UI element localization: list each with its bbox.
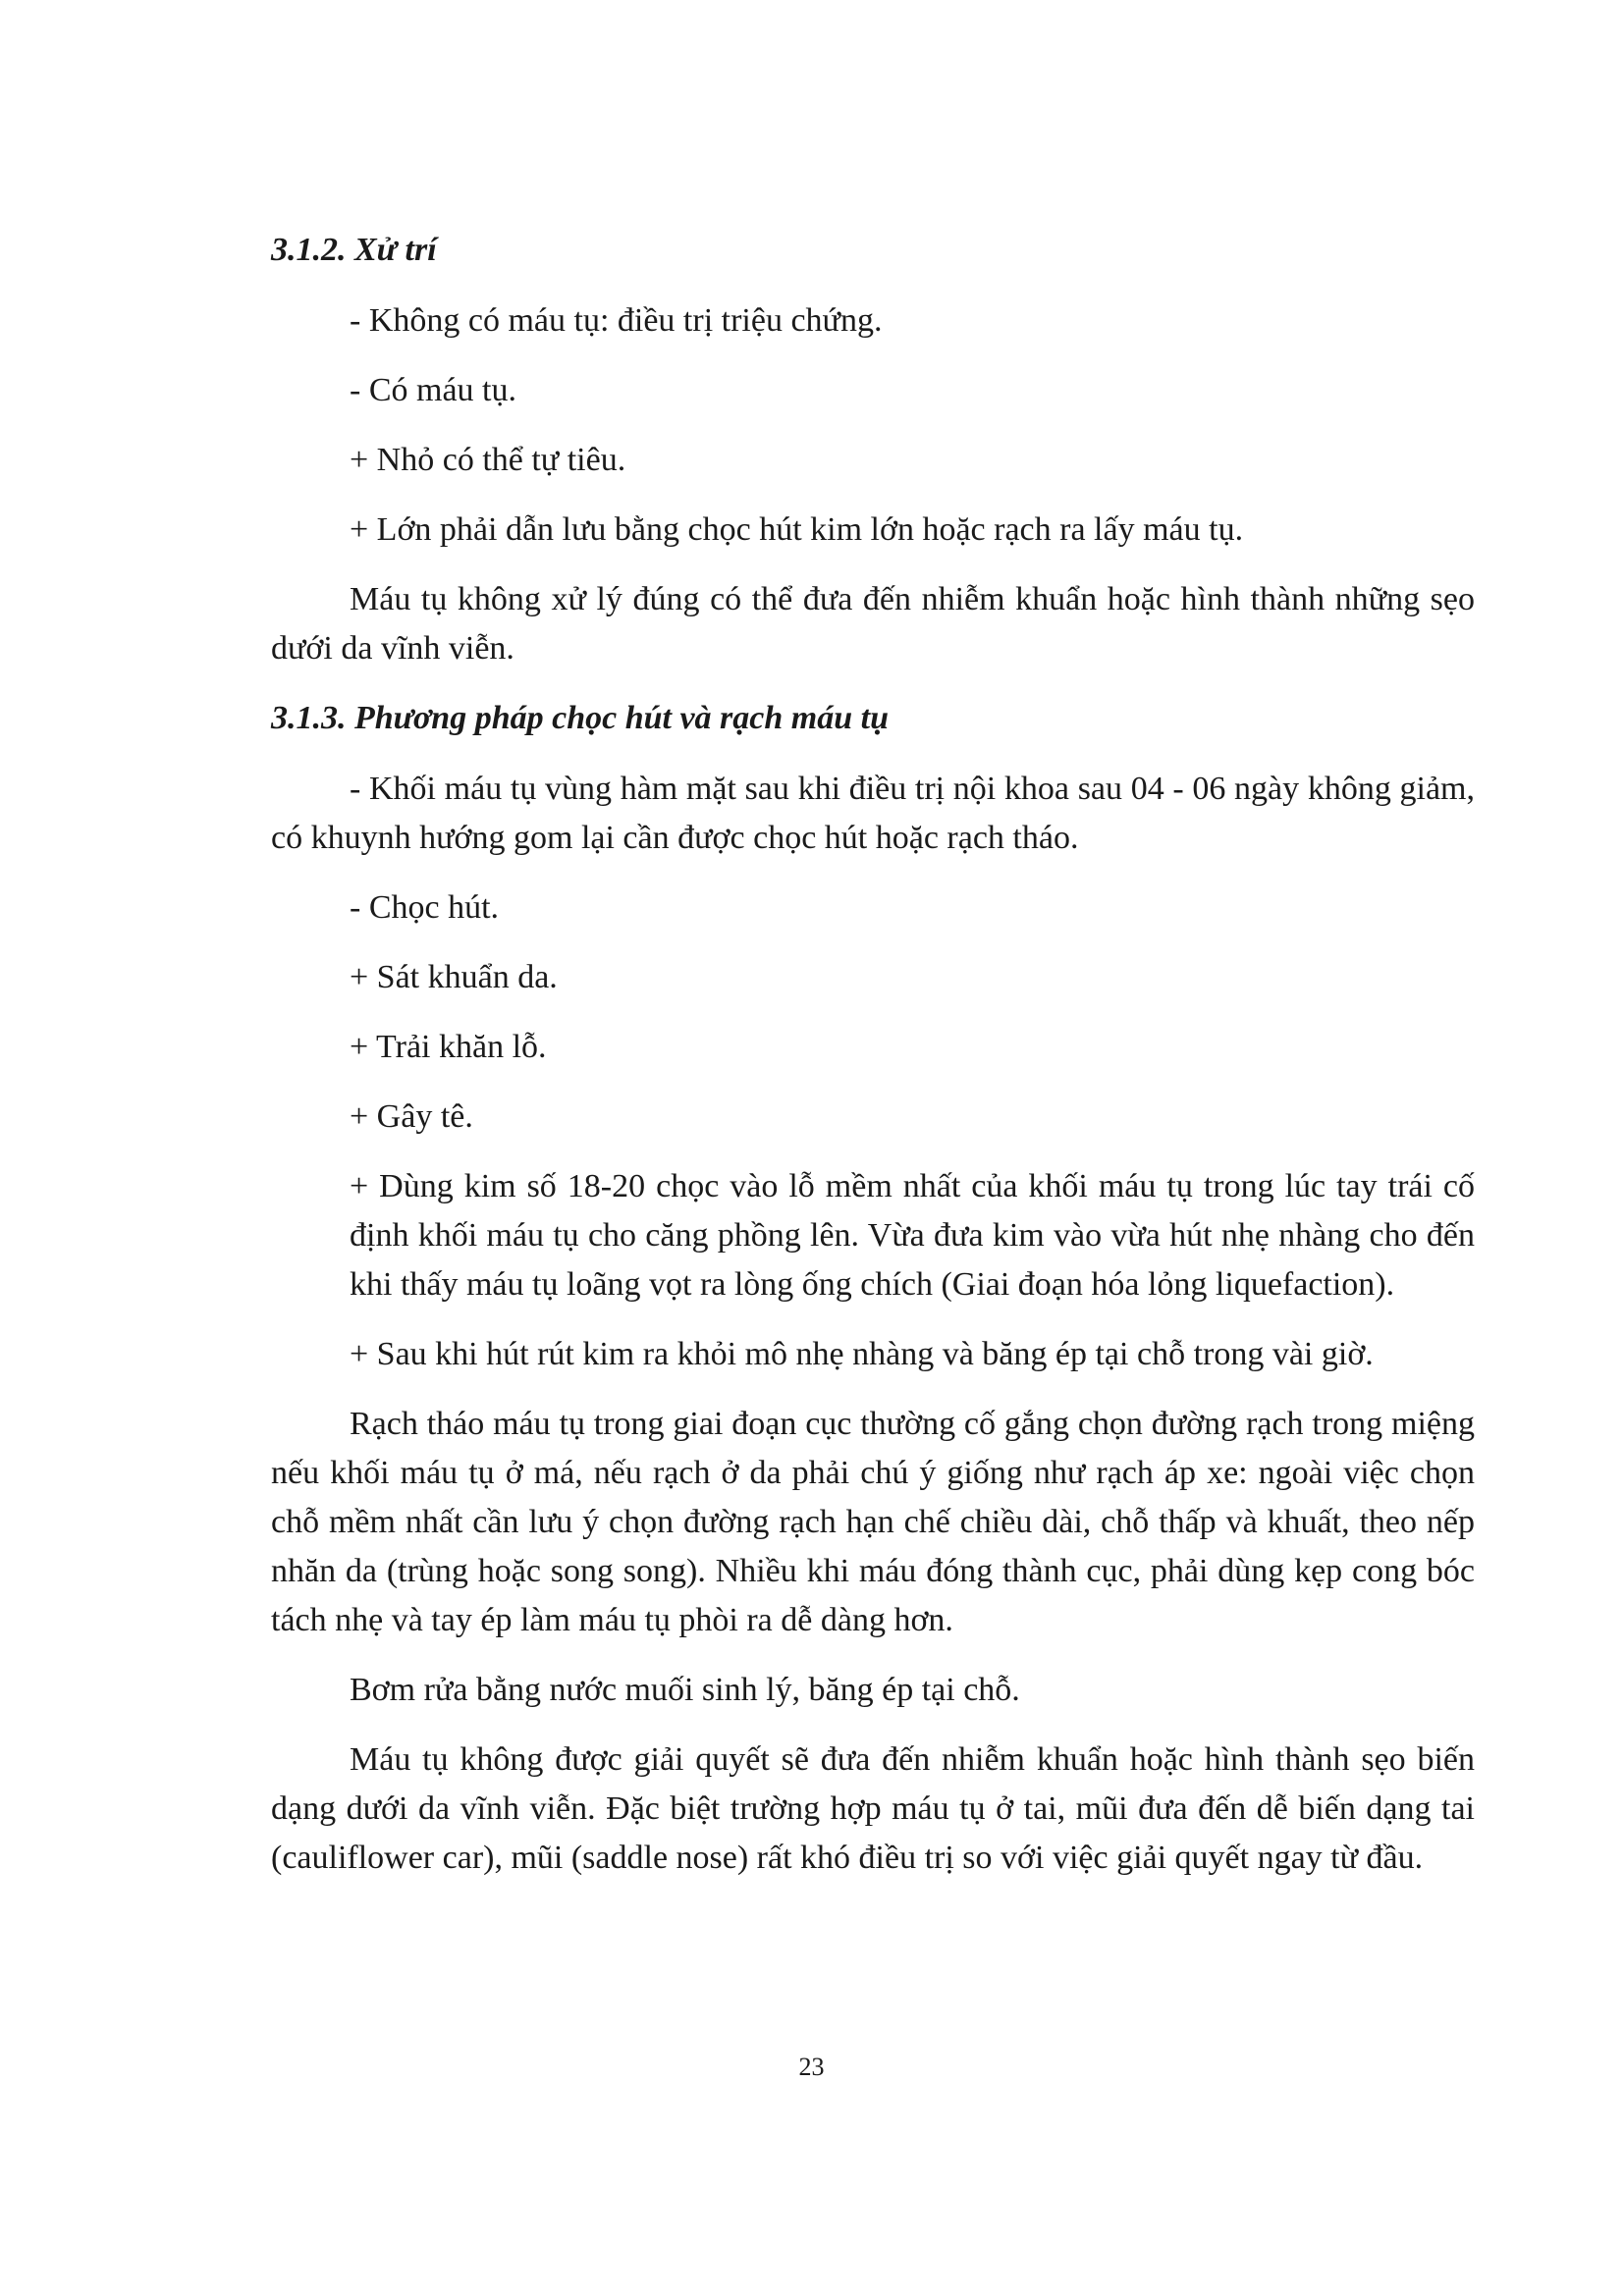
page-number: 23: [798, 2053, 825, 2081]
paragraph-rinse: Bơm rửa bằng nước muối sinh lý, băng ép tại chỗ.: [350, 1672, 1020, 1708]
paragraph-needle-procedure: + Dùng kim số 18-20 chọc vào lỗ mềm nhất của khối máu tụ trong lúc tay trái cố định khối máu tụ cho căng phồng lên. Vừa đưa kim vào vừa hút nhẹ nhàng cho đến khi thấy máu tụ loãng vọt ra lòng ống chích (Giai đoạn hóa lỏng liquefaction).: [350, 1168, 1475, 1303]
paragraph-intro: - Khối máu tụ vùng hàm mặt sau khi điều trị nội khoa sau 04 - 06 ngày không giảm, có khuynh hướng gom lại cần được chọc hút hoặc rạch tháo.: [271, 771, 1475, 856]
list-item: + Lớn phải dẫn lưu bằng chọc hút kim lớn hoặc rạch ra lấy máu tụ.: [350, 511, 1244, 548]
paragraph-conclusion: Máu tụ không được giải quyết sẽ đưa đến nhiễm khuẩn hoặc hình thành sẹo biến dạng dưới da vĩnh viễn. Đặc biệt trường hợp máu tụ ở tai, mũi đưa đến dễ biến dạng tai (cauliflower car), mũi (saddle nose) rất khó điều trị so với việc giải quyết ngay từ đầu.: [271, 1741, 1475, 1876]
list-item: - Không có máu tụ: điều trị triệu chứng.: [350, 302, 883, 339]
list-item: + Sát khuẩn da.: [350, 959, 558, 995]
list-item: + Gây tê.: [350, 1098, 473, 1135]
list-item: - Có máu tụ.: [350, 372, 516, 408]
paragraph-incision: Rạch tháo máu tụ trong giai đoạn cục thường cố gắng chọn đường rạch trong miệng nếu khối máu tụ ở má, nếu rạch ở da phải chú ý giống như rạch áp xe: ngoài việc chọn chỗ mềm nhất cần lưu ý chọn đường rạch hạn chế chiều dài, chỗ thấp và khuất, theo nếp nhăn da (trùng hoặc song song). Nhiều khi máu đóng thành cục, phải dùng kẹp cong bóc tách nhẹ và tay ép làm máu tụ phòi ra dễ dàng hơn.: [271, 1406, 1475, 1638]
list-item: + Trải khăn lỗ.: [350, 1029, 547, 1065]
list-item: + Sau khi hút rút kim ra khỏi mô nhẹ nhàng và băng ép tại chỗ trong vài giờ.: [350, 1336, 1374, 1372]
list-item: + Nhỏ có thể tự tiêu.: [350, 442, 626, 478]
section-heading-3-1-2: 3.1.2. Xử trí: [271, 232, 437, 268]
section-heading-3-1-3: 3.1.3. Phương pháp chọc hút và rạch máu tụ: [271, 700, 889, 736]
paragraph-note: Máu tụ không xử lý đúng có thể đưa đến nhiễm khuẩn hoặc hình thành những sẹo dưới da vĩnh viễn.: [271, 581, 1475, 667]
list-item: - Chọc hút.: [350, 889, 500, 926]
page-content: [271, 226, 1475, 1903]
